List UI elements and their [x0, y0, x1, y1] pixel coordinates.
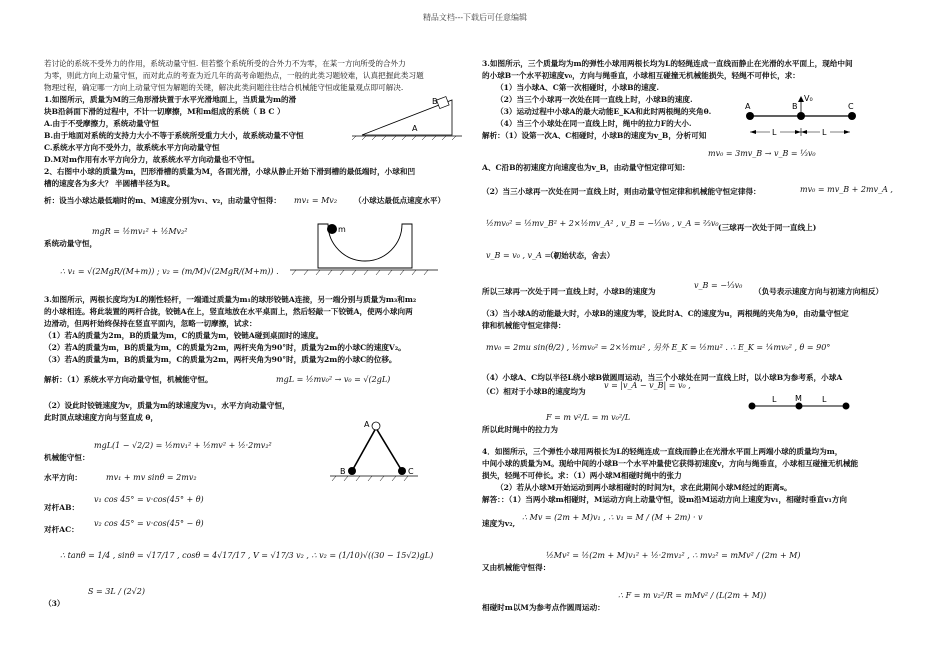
text-line: 若讨论的系统不受外力的作用，系统动量守恒. 但若整个系统所受的合外力不为零，在某一方向所受的合外力: [44, 59, 406, 68]
formula-line: mv₁ = Mv₂: [294, 196, 338, 205]
text-line: （2）当三个小球再一次处在同一直线上时，小球B的速度.: [496, 95, 693, 104]
text-line: 解析：（1）系统水平方向动量守恒，机械能守恒。: [44, 375, 213, 384]
text-line: 律和机械能守恒定律得：: [482, 321, 566, 330]
formula-line: ½mv₀² = ½mv_B² + 2×½mv_A² , v_B = −⅓v₀ , v_A = ⅔v₀: [486, 219, 719, 228]
label-A: A: [412, 124, 418, 133]
text-line: 3.如图所示，三个质量均为m的弹性小球用两根长均为L的轻绳连成一直线而静止在光滑的水平面上，现给中间: [482, 59, 853, 68]
text-line: 中间小球的质量为M。现给中间的小球B一个水平冲量使它获得初速度v，方向与绳垂直，小球相互碰撞无机械能: [482, 459, 859, 468]
page-header: 精品文档---下载后可任意编辑: [422, 13, 528, 22]
formula-line: v_B = −⅓v₀: [694, 281, 743, 290]
text-line: 块B沿斜面下滑的过程中，不计一切摩擦，M和m组成的系统（ B C ）: [44, 107, 285, 116]
text-line: （C）相对于小球B的速度均为: [482, 387, 586, 396]
text-line: 对杆AB：: [44, 503, 80, 512]
incline-figure: [352, 96, 464, 140]
formula-line: ∴ F = m v₂²/R = mMv² / (L(2m + M)): [618, 591, 767, 600]
formula-line: S = 3L / (2√2): [88, 587, 145, 596]
text-line: 此时顶点球速度方向与竖直成 θ，: [44, 413, 159, 422]
text-line: 的小球B一个水平初速度v₀，方向与绳垂直，小球相互碰撞无机械能损失，轻绳不可伸长，求：: [482, 71, 800, 80]
text-line: 所以三球再一次处于同一直线上时，小球B的速度为: [482, 287, 656, 296]
formula-line: v₁ cos 45° = v·cos(45° + θ): [94, 495, 204, 504]
label-B: B: [792, 102, 798, 111]
text-line: 速度为v₂,: [482, 519, 516, 528]
text-line: 槽的速度各为多大？ 半圆槽半径为R。: [44, 179, 175, 188]
text-line: （2）若A的质量为m，B的质量为m，C的质量为2m，两杆夹角为90°时，质量为2m的小球C的速度V₂。: [44, 343, 406, 352]
text-line: 边滑动，但两杆始终保持在竖直平面内，忽略一切摩擦，试求：: [44, 319, 257, 328]
text-line: （3）运动过程中小球A的最大动能E_KA和此时两根绳的夹角θ.: [496, 107, 712, 116]
text-line: （负号表示速度方向与初速方向相反）: [754, 287, 884, 296]
text-line: （小球达最低点速度水平）: [354, 196, 446, 205]
text-line: （初始状态，舍去）: [546, 251, 615, 260]
label-V0: V₀: [804, 94, 813, 103]
formula-line: mgR = ½mv₁² + ½Mv₂²: [92, 227, 188, 236]
formula-line: F = m v²/L = m v₀²/L: [546, 413, 631, 422]
label-B: B: [340, 467, 346, 476]
label-A: A: [364, 420, 370, 429]
text-line: 3.如图所示，两根长度均为L的刚性轻杆，一端通过质量为m₁的球形铰链A连接，另一端分别与质量为m₃和m₂: [44, 295, 417, 304]
text-line: 4．如图所示，三个弹性小球用两根长为L的轻绳连成一直线而静止在光滑水平面上两端小球的质量均为m，: [482, 447, 843, 456]
text-line: （4）小球A、C均以半径L绕小球B做圆周运动，当三个小球处在同一直线上时，以小球B为参考系，小球A: [482, 373, 843, 382]
three-balls-figure: [740, 94, 864, 142]
text-line: 解答：：（1）当两小球m相碰时，M运动方向上动量守恒，设m沿M运动方向上速度为v₁，相碰时垂直v₁方向: [482, 495, 847, 504]
text-line: 2、右图中小球的质量为m，凹形滑槽的质量为M，各面光滑，小球从静止开始下滑到槽的最低端时，小球和凹: [44, 167, 416, 176]
text-line: 的小球相连。将此装置的两杆合拢，铰链A在上，竖直地放在水平桌面上，然后轻敲一下铰链A，使两小球向两: [44, 307, 413, 316]
text-line: 系统动量守恒，: [44, 239, 98, 248]
text-line: （2）若从小球M开始运动到两小球相碰时的时间为t，求在此期间小球M经过的距离s。: [496, 483, 792, 492]
rods-figure: [330, 418, 420, 482]
text-line: D.M对m作用有水平方向分力，故系统水平方向动量也不守恒。: [44, 155, 260, 164]
formula-line: v = |v_A − v_B| = v₀ ,: [604, 381, 691, 390]
text-line: 1.如图所示，质量为M的三角形滑块置于水平光滑地面上，当质量为m的滑: [44, 95, 297, 104]
text-line: （4）当三个小球处在同一直线上时，绳中的拉力F的大小.: [496, 119, 692, 128]
formula-line: ½Mv² = ½(2m + M)v₁² + ½·2mv₂² , ∴ mv₂² = mMv² / (2m + M): [546, 551, 801, 560]
formula-line: ∴ v₁ = √(2MgR/(M+m)) ; v₂ = (m/M)√(2MgR/(M+m)) .: [60, 267, 279, 276]
formula-line: mgL(1 − √2/2) = ½mv₁² + ½mv² + ½·2mv₂²: [94, 441, 272, 450]
label-C: C: [408, 467, 414, 476]
formula-line: v_B = v₀ , v_A = 0: [486, 251, 559, 260]
label-C: C: [848, 102, 854, 111]
label-L: L: [822, 128, 827, 137]
text-line: 解析：（1）设第一次A、C相碰时，小球B的速度为v_B，分析可知: [482, 131, 707, 140]
label-B: B: [432, 97, 438, 106]
text-line: 析：设当小球达最低端时的m、M速度分别为v₁、v₂，由动量守恒得：: [44, 196, 281, 205]
formula-line: mv₀ = mv_B + 2mv_A ,: [800, 185, 893, 194]
groove-figure: [290, 218, 440, 276]
label-L: L: [772, 395, 777, 404]
formula-line: ∴ tanθ = 1/4 , sinθ = √17/17 , cosθ = 4√17/17 , V = √17/3 v₂ , ∴ v₂ = (1/10)√((30 − 15√2)gL): [60, 551, 434, 560]
text-line: 物理过程，确定哪一方向上动量守恒为解题的关键，解决此类问题往往结合机械能守恒或能量观点即可解决.: [44, 83, 404, 92]
label-L: L: [772, 128, 777, 137]
label-L: L: [822, 395, 827, 404]
text-line: 为零，则此方向上动量守恒，而对此点的考查为近几年的高考命题热点，一般的此类习题较难，认真把握此类习题: [44, 71, 424, 80]
text-line: （3）若A的质量为m，B的质量为m，C的质量为2m，两杆夹角为90°时，质量为2m的小球C的位移。: [44, 355, 397, 364]
text-line: （3）当小球A的动能最大时，小球B的速度为零，设此时A、C的速度为u，两根绳的夹角为θ，由动量守恒定: [482, 309, 849, 318]
label-A: A: [745, 102, 751, 111]
label-m: m: [338, 225, 346, 234]
text-line: （1）若A的质量为2m，B的质量为m，C的质量为m，铰链A碰到桌面时的速度。: [44, 331, 324, 340]
text-line: 损失，轻绳不可伸长。求：（1）两小球M相碰时绳中的张力: [482, 471, 682, 480]
text-line: C.系统水平方向不受外力，故系统水平方向动量守恒: [44, 143, 220, 152]
formula-line: mv₁ + mv sinθ = 2mv₂: [106, 473, 197, 482]
text-line: （2）当三小球再一次处在同一直线上时，则由动量守恒定律和机械能守恒定律得：: [482, 187, 761, 196]
formula-line: mv₀ = 2mu sin(θ/2) , ½mv₀² = 2×½mu² , 另外 E_K = ½mu² . ∴ E_K = ¼mv₀² , θ = 90°: [486, 343, 831, 352]
text-line: (三球再一次处于同一直线上): [718, 223, 817, 232]
text-line: （1）当小球A、C第一次相碰时，小球B的速度.: [496, 83, 659, 92]
text-line: 相碰时m以M为参考点作圆周运动：: [482, 603, 605, 612]
label-M: M: [795, 394, 802, 403]
text-line: A.由于不受摩擦力，系统动量守恒: [44, 119, 159, 128]
formula-line: mgL = ½mv₀² → v₀ = √(2gL): [276, 375, 391, 384]
text-line: （2）设此时铰链速度为v，质量为m的球速度为v₁，水平方向动量守恒，: [44, 401, 290, 410]
text-line: 所以此时绳中的拉力为: [482, 425, 558, 434]
formula-line: ∴ Mv = (2m + M)v₁ , ∴ v₁ = M / (M + 2m) · v: [522, 513, 703, 522]
text-line: 又由机械能守恒得：: [482, 563, 551, 572]
formula-line: v₂ cos 45° = v·cos(45° − θ): [94, 519, 204, 528]
formula-line: mv₀ = 3mv_B → v_B = ⅓v₀: [708, 149, 816, 158]
text-line: 水平方向：: [44, 473, 82, 482]
text-line: 对杆AC：: [44, 525, 79, 534]
text-line: B.由于地面对系统的支持力大小不等于系统所受重力大小，故系统动量不守恒: [44, 131, 304, 140]
line-balls-figure: [744, 394, 854, 414]
text-line: 机械能守恒：: [44, 453, 90, 462]
text-line: （3）: [44, 599, 65, 608]
text-line: A、C沿B的初速度方向速度也为v_B，由动量守恒定律可知：: [482, 163, 690, 172]
